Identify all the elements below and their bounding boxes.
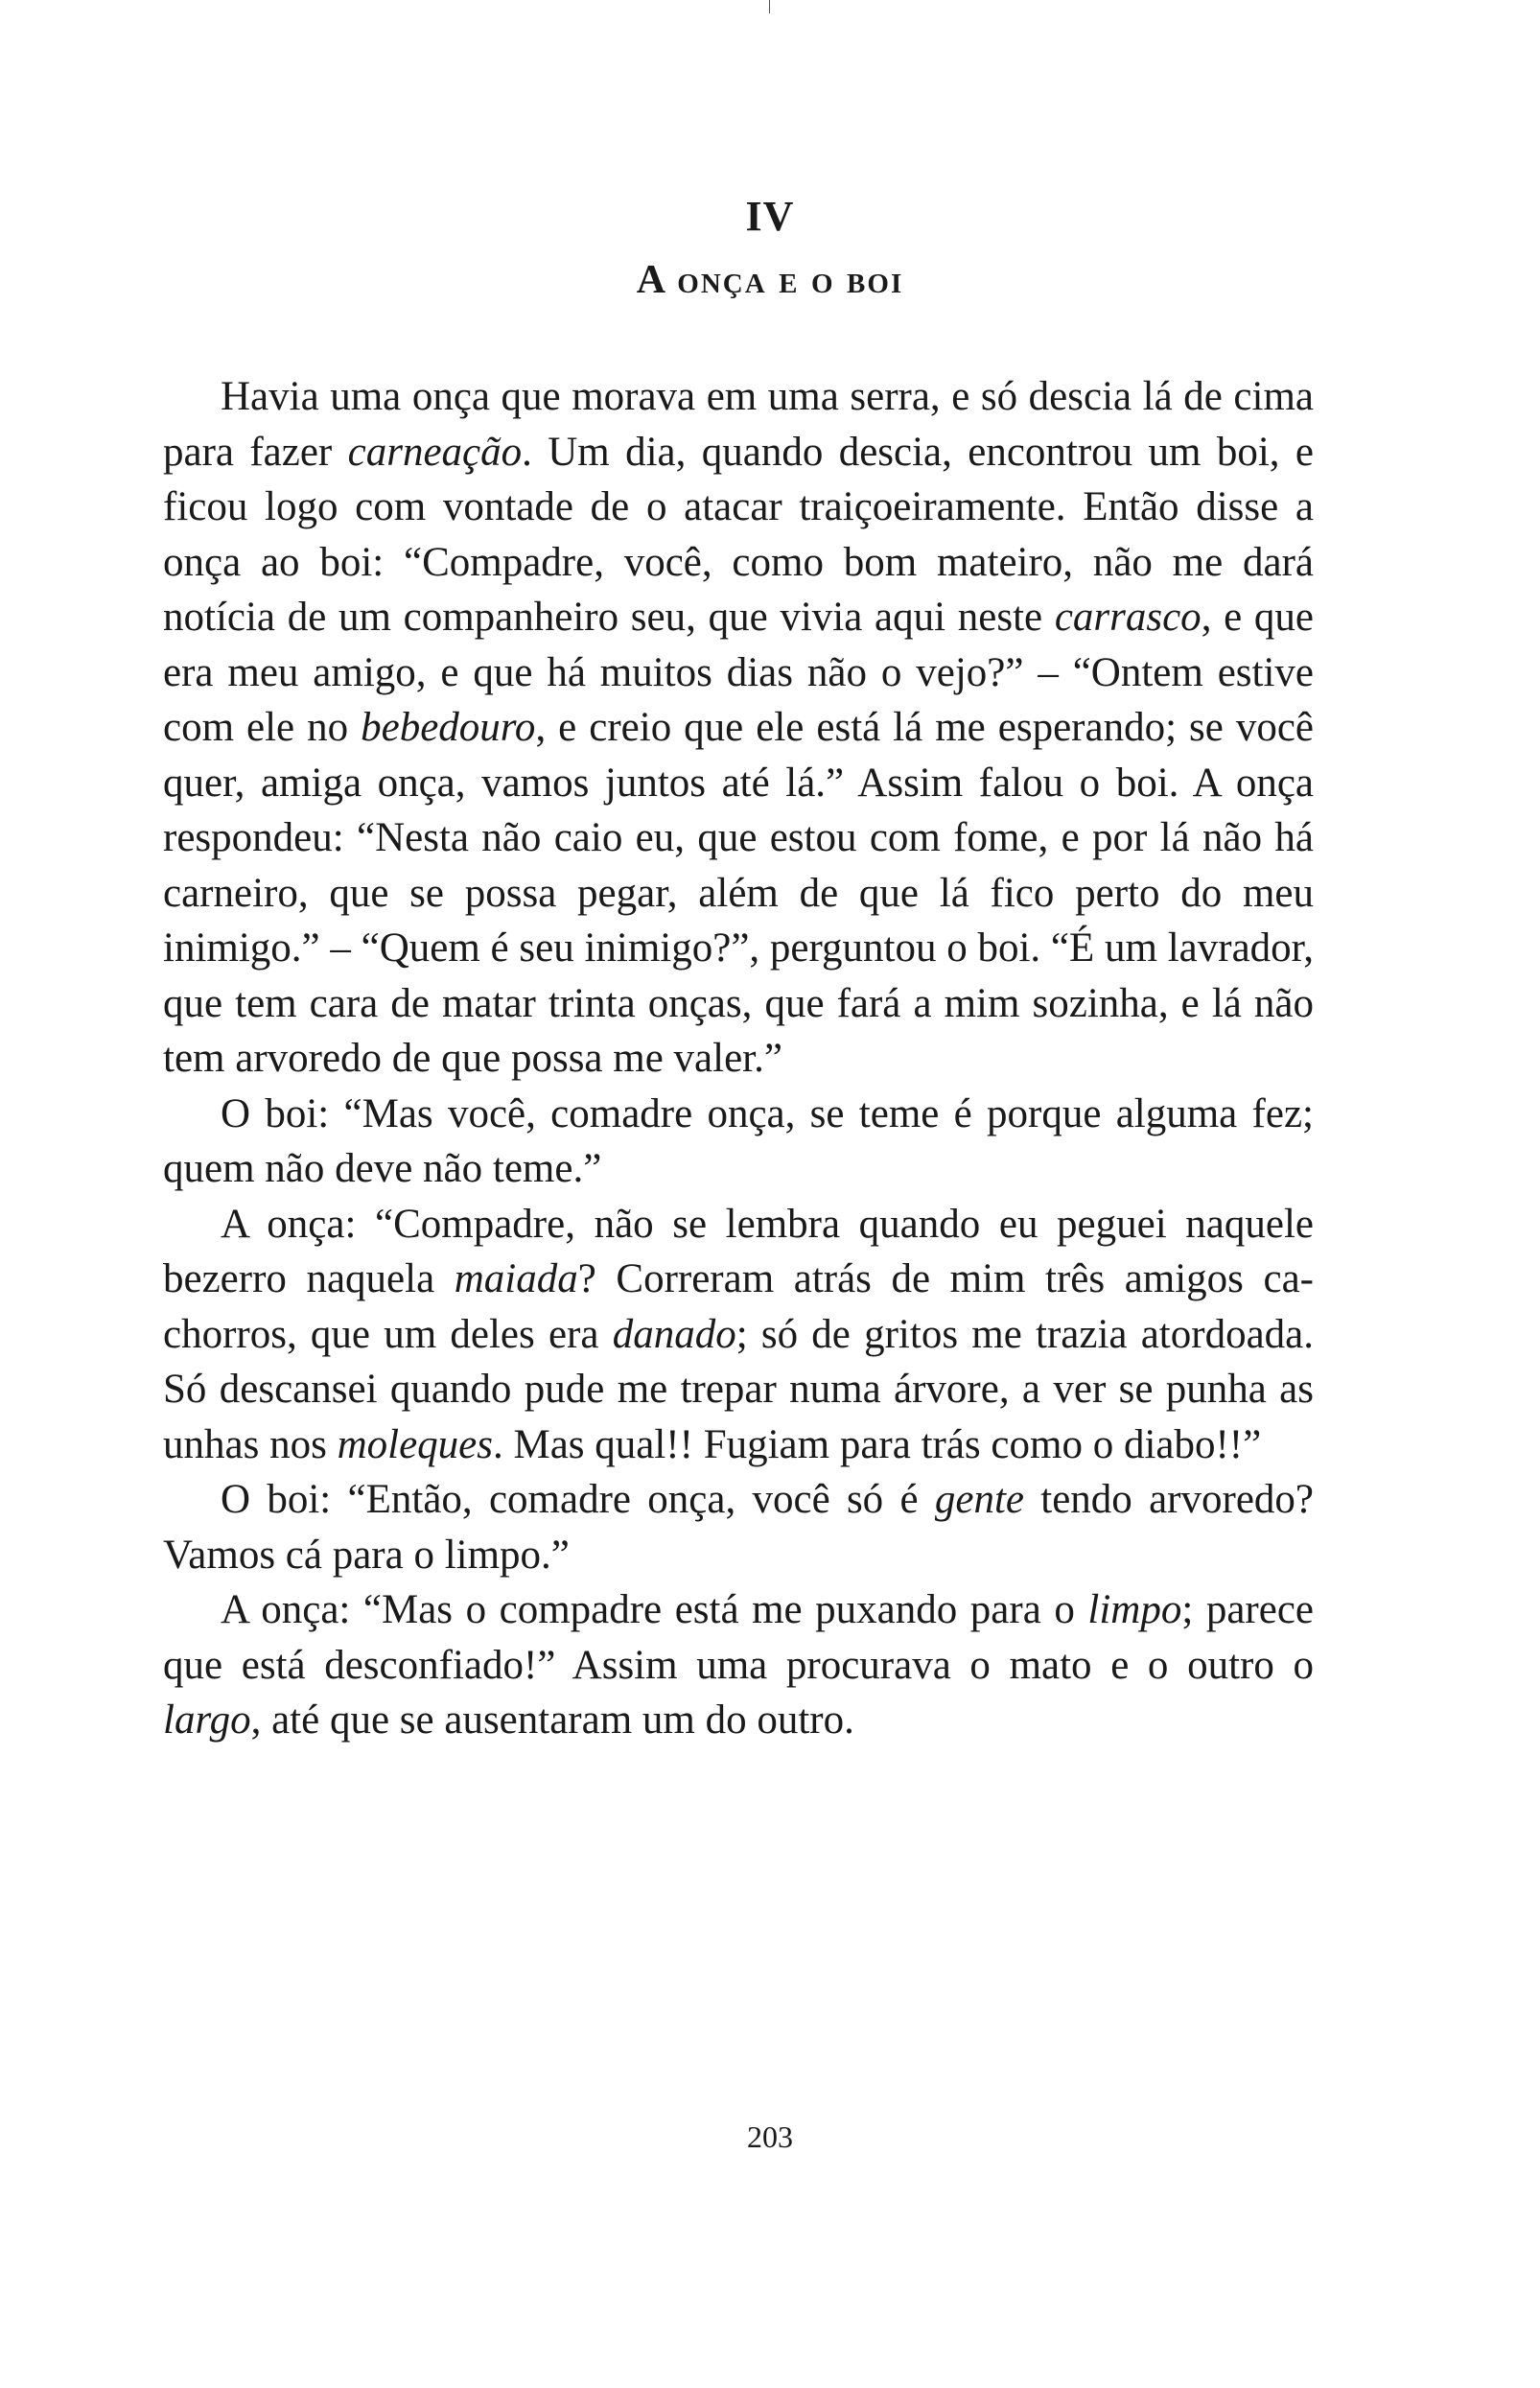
italic-term: carrasco (1054, 595, 1202, 640)
chapter-title: A onça e o boi (636, 258, 904, 302)
paragraph (163, 1197, 1314, 1473)
text-segment: ; parece que está desconfiado!” Assim uma procurava o mato e o outro o (163, 1587, 1314, 1688)
body-text (163, 369, 1314, 1748)
text-segment: , e creio que ele está lá me esperando; se você quer, amiga onça, vamos juntos até lá.” Assim falou o boi. A onça respondeu: “Nesta não caio eu, que estou com fome, e por lá não há carneiro, que se possa pegar, além de que lá fico perto do meu inimigo.” – “Quem é seu inimigo?”, perguntou o boi. “É um lavrador, que tem cara de matar trinta onças, que fará a mim sozinha, e lá não tem arvoredo de que possa me valer.” (163, 705, 1315, 1081)
italic-term: carneação (347, 429, 523, 475)
text-segment: tendo arvoredo? Vamos cá para o limpo.” (163, 1477, 1314, 1578)
text-segment: , até que se ausentaram um do outro. (250, 1697, 854, 1743)
text-segment: ? Correram atrás de mim três amigos cachorros, que um deles era (163, 1256, 1314, 1357)
text-segment: A onça: “Mas o compadre está me puxando para o (221, 1587, 1088, 1632)
italic-term: limpo (1087, 1587, 1182, 1632)
paragraph (163, 369, 1314, 1087)
italic-term: bebedouro (361, 705, 536, 750)
text-segment: . Mas qual!! Fugiam para trás como o diabo!!” (492, 1421, 1262, 1467)
text-segment: Havia uma onça que morava em uma serra, e só descia lá de cima para fazer (163, 374, 1314, 475)
text-segment: A onça: “Compadre, não se lembra quando eu peguei naquele bezerro naquela (163, 1201, 1314, 1301)
paragraph (163, 1087, 1314, 1197)
italic-term: largo (163, 1697, 251, 1743)
text-segment: . Um dia, quando descia, encontrou um boi, e ficou logo com vontade de o atacar traiçoeiramente. Então disse a onça ao boi: “Compadre, você, como bom mateiro, não me dará notícia de um companheiro seu, que vivia aqui neste (163, 429, 1314, 640)
italic-term: danado (612, 1311, 736, 1357)
italic-term: moleques (337, 1421, 493, 1467)
chapter-number: IV (745, 193, 795, 240)
text-segment: ; só de gritos me trazia atordoada. Só descansei quando pude me trepar numa árvore, a ver se punha as unhas nos (163, 1311, 1314, 1467)
text-segment: O boi: “Mas você, comadre onça, se teme é porque alguma fez; quem não deve não teme.” (163, 1090, 1314, 1191)
crop-mark (769, 0, 770, 13)
italic-term: gente (934, 1477, 1024, 1522)
paragraph (163, 1582, 1314, 1748)
paragraph (163, 1472, 1314, 1582)
text-segment: , e que era meu amigo, e que há muitos dias não o vejo?” – “Ontem estive com ele no (163, 595, 1315, 750)
italic-term: maiada (454, 1256, 578, 1301)
page-number: 203 (747, 2119, 793, 2154)
text-segment: O boi: “Então, comadre onça, você só é (221, 1477, 935, 1522)
